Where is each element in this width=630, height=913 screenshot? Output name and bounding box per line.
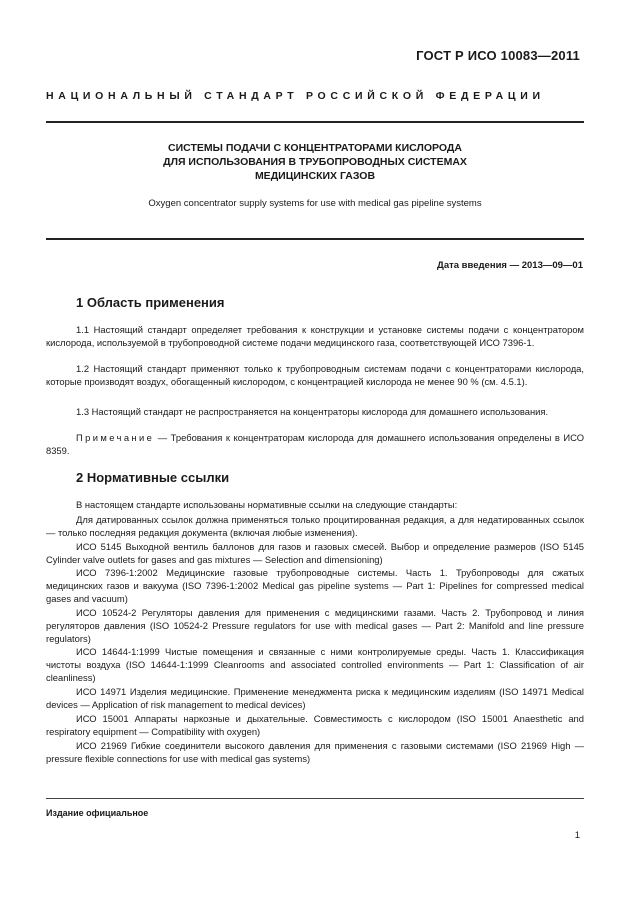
clause-1-1: 1.1 Настоящий стандарт определяет требования к конструкции и установке системы подачи с концентратором кислорода, используемой в трубопроводной системе подачи медицинского газа, соответствующей ИСО 7396-1. bbox=[46, 324, 584, 348]
ref-iso-15001: ИСО 15001 Аппараты наркозные и дыхательные. Совместимость с кислородом (ISO 15001 Anaesthetic and respiratory equipment — Compatibility with oxygen) bbox=[46, 713, 584, 737]
title-line-2: ДЛЯ ИСПОЛЬЗОВАНИЯ В ТРУБОПРОВОДНЫХ СИСТЕМАХ bbox=[163, 156, 467, 168]
section-1-heading: 1 Область применения bbox=[76, 295, 225, 310]
standard-code: ГОСТ Р ИСО 10083—2011 bbox=[416, 48, 580, 63]
top-divider bbox=[46, 121, 584, 123]
refs-dated-note: Для датированных ссылок должна применяться только процитированная редакция, а для недатированных ссылок — только последняя редакция документа (включая любые изменения). bbox=[46, 514, 584, 538]
footer-divider bbox=[46, 798, 584, 799]
ref-iso-21969: ИСО 21969 Гибкие соединители высокого давления для применения с газовыми системами (ISO 21969 High — pressure flexible connections for use with medical gas systems) bbox=[46, 740, 584, 764]
title-line-3: МЕДИЦИНСКИХ ГАЗОВ bbox=[254, 170, 376, 182]
clause-1-3: 1.3 Настоящий стандарт не распространяется на концентраторы кислорода для домашнего использования. bbox=[76, 406, 549, 417]
document-title-en: Oxygen concentrator supply systems for use with medical gas pipeline systems bbox=[148, 198, 482, 209]
official-edition-label: Издание официальное bbox=[46, 808, 149, 818]
note-text: — Требования к концентраторам кислорода для домашнего использования определены в ИСО 8359. bbox=[46, 432, 584, 456]
ref-iso-14644-1: ИСО 14644-1:1999 Чистые помещения и связанные с ними контролируемые среды. Часть 1. Классификация чистоты воздуха (ISO 14644-1:1999 Cleanrooms and associated controlled environments — Part 1: Classification of air cleanliness) bbox=[46, 646, 584, 683]
note bbox=[46, 432, 584, 458]
introduction-date: Дата введения — 2013—09—01 bbox=[437, 260, 583, 271]
ref-iso-7396-1: ИСО 7396-1:2002 Медицинские газовые трубопроводные системы. Часть 1. Трубопроводы для сжатых медицинских газов и вакуума (ISO 7396-1:2002 Medical gas pipeline systems — Part 1: Pipelines for compressed medical gases and vacuum) bbox=[46, 567, 584, 604]
page-number: 1 bbox=[574, 830, 580, 841]
title-divider bbox=[46, 238, 584, 240]
note-label: Примечание bbox=[76, 432, 155, 443]
national-standard-banner: НАЦИОНАЛЬНЫЙ СТАНДАРТ РОССИЙСКОЙ ФЕДЕРАЦИИ bbox=[46, 90, 545, 102]
ref-iso-10524-2: ИСО 10524-2 Регуляторы давления для применения с медицинскими газами. Часть 2. Трубопровод и линия регуляторов давления (ISO 10524-2 Pressure regulators for use with medical gases — Part 2: Manifold and line pressure regulators) bbox=[46, 607, 584, 644]
ref-iso-14971: ИСО 14971 Изделия медицинские. Применение менеджмента риска к медицинским изделиям (ISO 14971 Medical devices — Application of risk management to medical devices) bbox=[46, 686, 584, 710]
section-2-heading: 2 Нормативные ссылки bbox=[76, 470, 230, 485]
title-line-1: СИСТЕМЫ ПОДАЧИ С КОНЦЕНТРАТОРАМИ КИСЛОРОДА bbox=[168, 142, 462, 154]
refs-intro: В настоящем стандарте использованы нормативные ссылки на следующие стандарты: bbox=[76, 499, 458, 510]
ref-iso-5145: ИСО 5145 Выходной вентиль баллонов для газов и газовых смесей. Выбор и определение размеров (ISO 5145 Cylinder valve outlets for gases and gas mixtures — Selection and dimensioning) bbox=[46, 541, 584, 565]
document-title-ru bbox=[46, 141, 584, 183]
clause-1-2: 1.2 Настоящий стандарт применяют только к трубопроводным системам подачи с концентраторами кислорода, которые производят воздух, обогащенный кислородом, с концентрацией кислорода не менее 90 % (см. 4.5.1). bbox=[46, 363, 584, 387]
